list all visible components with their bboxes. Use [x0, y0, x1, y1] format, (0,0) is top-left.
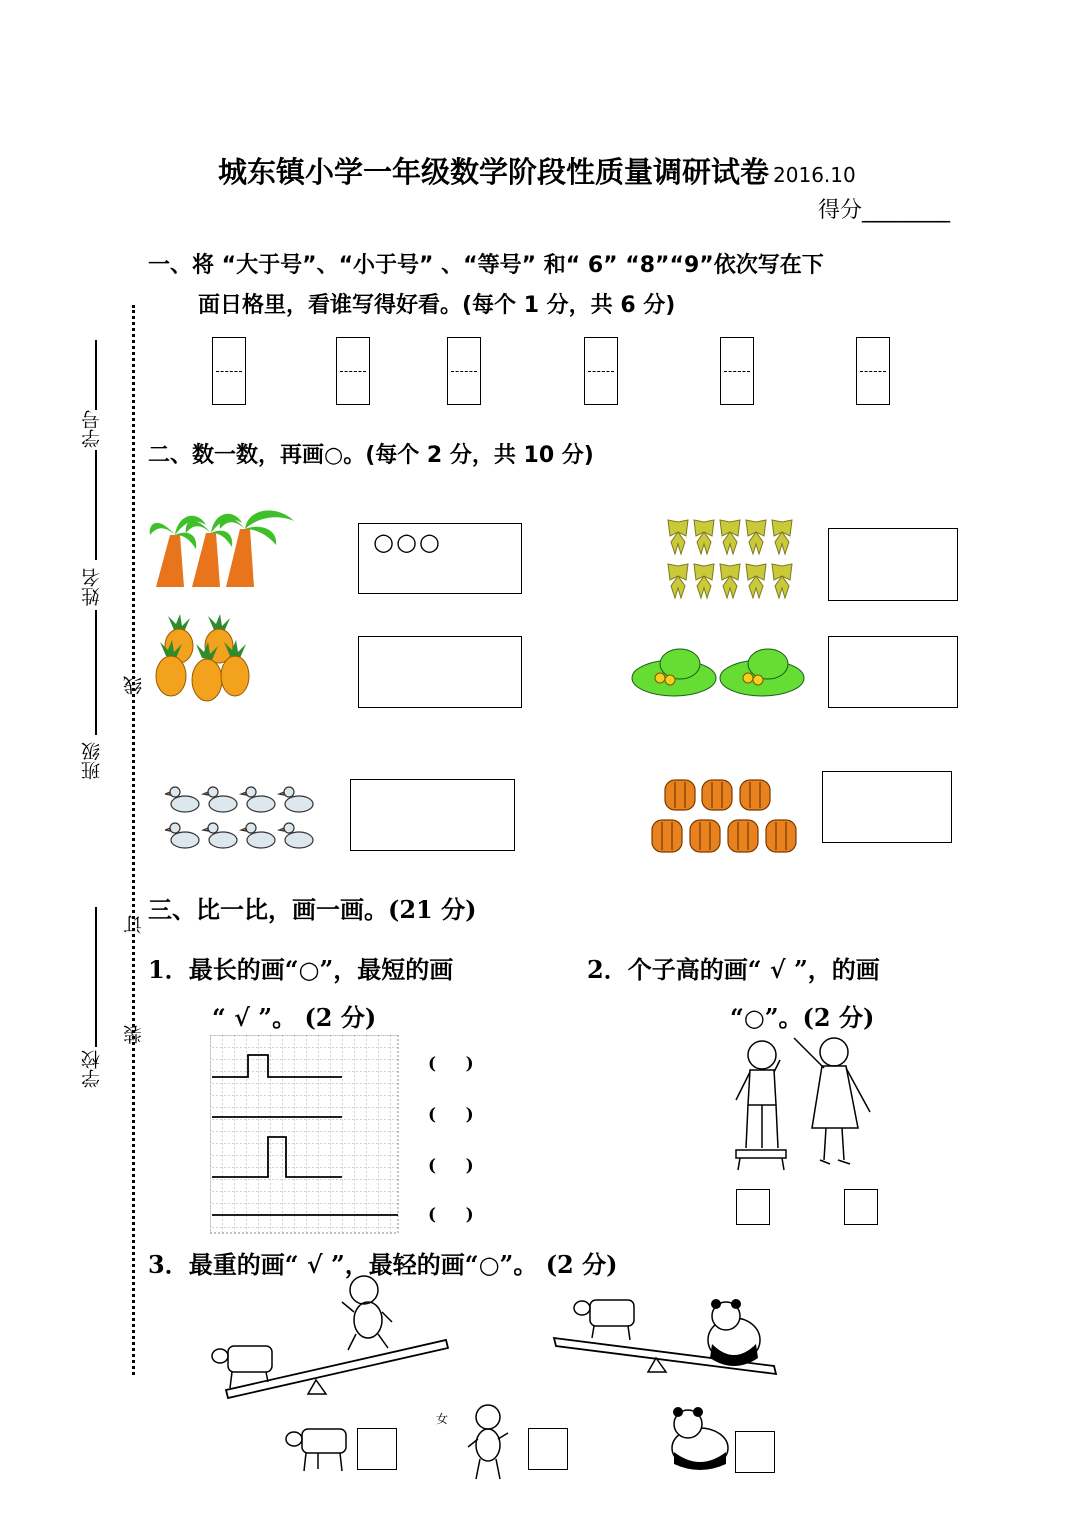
calf-icon — [574, 1300, 634, 1340]
writing-cell-4[interactable] — [584, 337, 618, 405]
duck-icon — [241, 823, 275, 848]
q2-line1: 2．个子高的画“ √ ”，的画 — [587, 955, 880, 984]
pumpkin-icon — [728, 820, 758, 852]
butterfly-icon — [772, 564, 792, 598]
panda-answer-box[interactable] — [735, 1431, 775, 1473]
writing-cell-3[interactable] — [447, 337, 481, 405]
butterfly-answer-box[interactable] — [828, 528, 958, 601]
butterflies-image — [665, 518, 795, 602]
butterfly-icon — [720, 520, 740, 554]
answer-paren-3[interactable]: ( ) — [428, 1156, 474, 1176]
name-label: 姓名 — [81, 568, 103, 606]
name-line-bottom — [95, 610, 97, 735]
answer-paren-4[interactable]: ( ) — [428, 1205, 474, 1225]
calf-answer-box[interactable] — [357, 1428, 397, 1470]
butterfly-icon — [746, 564, 766, 598]
duck-icon — [165, 823, 199, 848]
example-circles: ○○○ — [373, 528, 442, 556]
section3-heading: 三、比一比，画一画。(21 分) — [148, 895, 477, 924]
q1-line2: “ √ ”。 (2 分) — [212, 1003, 377, 1032]
pumpkin-icon — [740, 780, 770, 810]
calf-icon — [286, 1429, 346, 1471]
butterfly-icon — [694, 520, 714, 554]
hats-image — [630, 642, 810, 702]
duck-icon — [165, 787, 199, 812]
q2-line2: “○”。(2 分) — [730, 1003, 875, 1032]
duck-icon — [241, 787, 275, 812]
panda-icon — [672, 1407, 728, 1470]
duck-answer-box[interactable] — [350, 779, 515, 851]
boy-girl-image — [722, 1030, 892, 1180]
name-line-top — [95, 450, 97, 560]
palm-trees-image — [148, 505, 298, 590]
pineapple-answer-box[interactable] — [358, 636, 522, 708]
exam-title — [218, 150, 856, 191]
stray-mark: 女 — [436, 1412, 449, 1426]
duck-icon — [279, 823, 313, 848]
binding-mark-staple: 订 — [123, 915, 145, 934]
class-label: 班级 — [81, 742, 103, 780]
q1-line1: 1．最长的画“○”，最短的画 — [148, 955, 454, 984]
panda-icon — [708, 1299, 760, 1366]
score-field[interactable]: 得分________ — [818, 198, 951, 223]
exam-date: 2016.10 — [773, 163, 856, 187]
pumpkin-answer-box[interactable] — [822, 771, 952, 843]
school-label: 学校 — [81, 1050, 103, 1088]
pumpkin-icon — [766, 820, 796, 852]
calf-small-image — [284, 1425, 354, 1475]
pumpkin-icon — [652, 820, 682, 852]
monkey-icon — [342, 1276, 392, 1350]
butterfly-icon — [772, 520, 792, 554]
hat-answer-box[interactable] — [828, 636, 958, 708]
pumpkin-icon — [702, 780, 732, 810]
writing-cell-2[interactable] — [336, 337, 370, 405]
monkey-icon — [468, 1405, 508, 1479]
monkey-small-image — [464, 1403, 514, 1483]
dotted-binding-line — [132, 305, 135, 1375]
school-line — [95, 907, 97, 1047]
ducks-image — [165, 782, 325, 854]
seesaw-calf-panda — [552, 1288, 782, 1398]
section1-line1: 一、将 “大于号”、“小于号” 、“等号” 和“ 6” “8”“9”依次写在下 — [148, 253, 824, 278]
binding-mark-line: 线 — [123, 676, 145, 695]
palm-answer-box[interactable] — [358, 523, 522, 594]
boy-icon — [736, 1041, 786, 1170]
girl-answer-box[interactable] — [844, 1189, 878, 1225]
hat-icon — [720, 649, 804, 696]
pumpkin-icon — [665, 780, 695, 810]
writing-cell-1[interactable] — [212, 337, 246, 405]
dotted-grid-lines — [210, 1035, 400, 1235]
hat-icon — [632, 649, 716, 696]
boy-answer-box[interactable] — [736, 1189, 770, 1225]
pineapples-image — [152, 614, 252, 704]
butterfly-icon — [668, 564, 688, 598]
pumpkins-image — [650, 772, 800, 856]
writing-cell-6[interactable] — [856, 337, 890, 405]
duck-icon — [203, 787, 237, 812]
panda-small-image — [666, 1406, 732, 1470]
section2-heading: 二、数一数，再画○。(每个 2 分，共 10 分) — [148, 443, 594, 468]
duck-icon — [279, 787, 313, 812]
palm-tree-icon — [220, 511, 294, 587]
answer-paren-1[interactable]: ( ) — [428, 1054, 474, 1074]
pumpkin-icon — [690, 820, 720, 852]
monkey-answer-box[interactable] — [528, 1428, 568, 1470]
butterfly-icon — [720, 564, 740, 598]
butterfly-icon — [694, 564, 714, 598]
title-text: 城东镇小学一年级数学阶段性质量调研试卷 — [218, 155, 770, 189]
girl-icon — [794, 1038, 870, 1164]
seesaw-calf-monkey — [208, 1272, 458, 1412]
writing-cell-5[interactable] — [720, 337, 754, 405]
duck-icon — [203, 823, 237, 848]
student-no-label: 学号 — [81, 410, 103, 448]
student-no-line — [95, 340, 97, 410]
answer-paren-2[interactable]: ( ) — [428, 1105, 474, 1125]
butterfly-icon — [668, 520, 688, 554]
binding-mark-bind: 装 — [123, 1025, 145, 1044]
q3-text: 3．最重的画“ √ ”，最轻的画“○”。 (2 分) — [148, 1250, 618, 1279]
butterfly-icon — [746, 520, 766, 554]
section1-line2: 面日格里，看谁写得好看。(每个 1 分，共 6 分) — [198, 293, 676, 318]
